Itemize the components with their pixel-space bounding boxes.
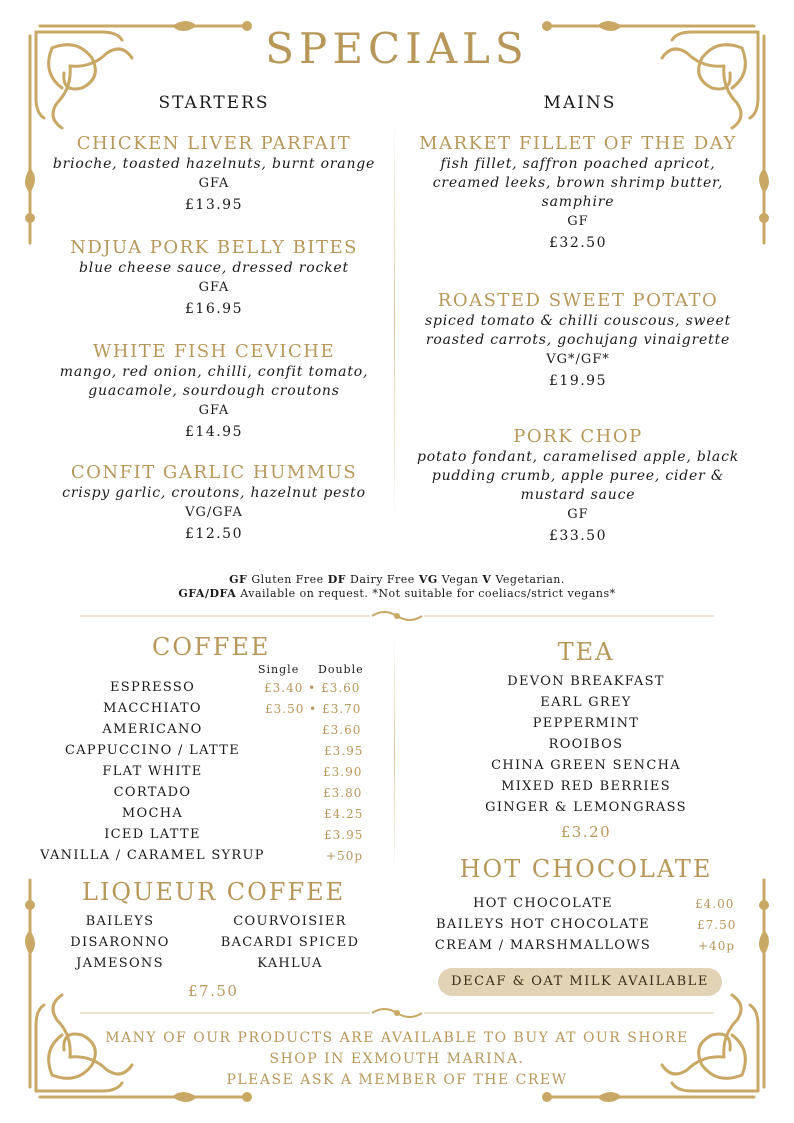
coffee-item-price: £3.95 — [324, 828, 364, 842]
dish-price: £12.50 — [185, 526, 243, 542]
tea-title: TEA — [557, 638, 615, 666]
tea-item: PEPPERMINT — [532, 716, 640, 731]
single-label: Single — [258, 663, 300, 676]
coffee-item-price: £3.90 — [323, 765, 363, 779]
dish-description: fish fillet, saffron poached apricot, — [440, 156, 716, 172]
starters-heading: STARTERS — [158, 93, 270, 113]
dish-price: £14.95 — [185, 424, 243, 440]
shop-note — [80, 1028, 714, 1091]
starter-item — [34, 237, 394, 320]
dish-name: WHITE FISH CEVICHE — [92, 341, 336, 362]
tea-list — [400, 671, 772, 818]
shop-note-line: SHOP IN EXMOUTH MARINA. — [269, 1051, 525, 1067]
dish-name: NDJUA PORK BELLY BITES — [70, 237, 358, 258]
coffee-item-name: MOCHA — [121, 806, 184, 821]
mains-heading: MAINS — [543, 93, 617, 113]
tea-item: MIXED RED BERRIES — [501, 779, 671, 794]
tea-price: £3.20 — [560, 823, 612, 841]
page-title: SPECIALS — [265, 24, 529, 73]
coffee-item-name: ESPRESSO — [109, 680, 196, 695]
dish-description: roasted carrots, gochujang vinaigrette — [425, 332, 731, 348]
coffee-title: COFFEE — [152, 633, 271, 661]
diet-legend-line-1: GF Gluten Free DF Dairy Free VG Vegan V Vegetarian. — [229, 573, 565, 586]
dish-description: potato fondant, caramelised apple, black — [416, 449, 739, 465]
dish-description: brioche, toasted hazelnuts, burnt orange — [52, 156, 376, 172]
coffee-item-price: £3.50 • £3.70 — [265, 702, 362, 716]
starter-item — [34, 133, 394, 216]
shop-note-line: MANY OF OUR PRODUCTS ARE AVAILABLE TO BUY AT OUR SHORE — [105, 1030, 689, 1046]
coffee-item-price: £3.80 — [323, 786, 363, 800]
coffee-item-price: £4.25 — [324, 807, 364, 821]
dish-price: £19.95 — [549, 373, 607, 389]
hot-chocolate-item-name: HOT CHOCOLATE — [473, 896, 613, 911]
hot-chocolate-item-price: +40p — [698, 939, 736, 953]
main-item — [398, 426, 758, 547]
tea-item: ROOIBOS — [548, 737, 624, 752]
dish-diet: GFA — [198, 176, 230, 191]
shop-note-line: PLEASE ASK A MEMBER OF THE CREW — [226, 1072, 568, 1088]
dish-description: mango, red onion, chilli, confit tomato, — [59, 364, 369, 380]
coffee-item-name: CORTADO — [113, 785, 192, 800]
hot-chocolate-title: HOT CHOCOLATE — [459, 855, 713, 883]
dish-description: spiced tomato & chilli couscous, sweet — [424, 313, 732, 329]
tea-item: EARL GREY — [540, 695, 632, 710]
dish-name: ROASTED SWEET POTATO — [437, 290, 719, 311]
dish-price: £33.50 — [549, 528, 607, 544]
coffee-item-name: CAPPUCCINO / LATTE — [64, 743, 241, 758]
hot-chocolate-item-name: BAILEYS HOT CHOCOLATE — [436, 917, 650, 932]
coffee-item-price: +50p — [326, 849, 364, 863]
coffee-item-name: ICED LATTE — [104, 827, 201, 842]
main-item — [398, 290, 758, 392]
tea-item: DEVON BREAKFAST — [507, 674, 665, 689]
dish-diet: GFA — [198, 403, 230, 418]
coffee-item-price: £3.40 • £3.60 — [264, 681, 361, 695]
hot-chocolate-item-price: £4.00 — [695, 897, 735, 911]
dish-diet: VG*/GF* — [546, 352, 610, 367]
starter-item — [34, 341, 394, 443]
liqueur-coffee-title: LIQUEUR COFFEE — [82, 878, 346, 906]
dish-name: PORK CHOP — [513, 426, 643, 447]
starter-item — [34, 462, 394, 545]
liqueur-item: KAHLUA — [257, 956, 323, 971]
dish-description: crispy garlic, croutons, hazelnut pesto — [62, 485, 366, 501]
liqueur-item: BAILEYS — [85, 914, 155, 929]
hot-chocolate-item-price: £7.50 — [697, 918, 737, 932]
lower-column-divider — [394, 635, 395, 875]
coffee-item-name: MACCHIATO — [103, 701, 202, 716]
decaf-oat-milk-badge: DECAF & OAT MILK AVAILABLE — [438, 968, 722, 996]
dish-description: blue cheese sauce, dressed rocket — [79, 260, 349, 276]
flourish-divider-icon — [80, 608, 714, 624]
coffee-item-name: FLAT WHITE — [102, 764, 203, 779]
dish-name: CONFIT GARLIC HUMMUS — [70, 462, 358, 483]
dish-description: samphire — [541, 194, 615, 210]
coffee-item-price: £3.95 — [324, 744, 364, 758]
dish-description: guacamole, sourdough croutons — [88, 383, 340, 399]
dish-price: £32.50 — [549, 235, 607, 251]
dish-diet: GFA — [198, 280, 230, 295]
diet-legend-line-2: GFA/DFA Available on request. *Not suitable for coeliacs/strict vegans* — [178, 587, 616, 600]
tea-item: GINGER & LEMONGRASS — [485, 800, 687, 815]
liqueur-item: BACARDI SPICED — [220, 935, 360, 950]
coffee-item-price: £3.60 — [322, 723, 362, 737]
tea-item: CHINA GREEN SENCHA — [491, 758, 681, 773]
flourish-divider-bottom-icon — [80, 1005, 714, 1021]
dish-price: £16.95 — [185, 301, 243, 317]
dish-description: pudding crumb, apple puree, cider & — [431, 468, 725, 484]
dish-name: MARKET FILLET OF THE DAY — [419, 133, 737, 154]
dish-diet: GF — [567, 214, 589, 229]
dish-price: £13.95 — [185, 197, 243, 213]
liqueur-item: COURVOISIER — [233, 914, 347, 929]
liqueur-item: DISARONNO — [70, 935, 170, 950]
dish-diet: VG/GFA — [185, 505, 243, 520]
hot-chocolate-item-name: CREAM / MARSHMALLOWS — [434, 938, 652, 953]
liqueur-price: £7.50 — [188, 982, 239, 1000]
dish-description: creamed leeks, brown shrimp butter, — [432, 175, 724, 191]
dish-name: CHICKEN LIVER PARFAIT — [76, 133, 352, 154]
column-divider — [394, 110, 395, 530]
dish-diet: GF — [567, 507, 589, 522]
coffee-item-name: VANILLA / CARAMEL SYRUP — [40, 848, 265, 863]
coffee-item-name: AMERICANO — [102, 722, 203, 737]
main-item — [398, 133, 758, 254]
double-label: Double — [318, 663, 364, 676]
dish-description: mustard sauce — [520, 487, 636, 503]
liqueur-item: JAMESONS — [76, 956, 164, 971]
